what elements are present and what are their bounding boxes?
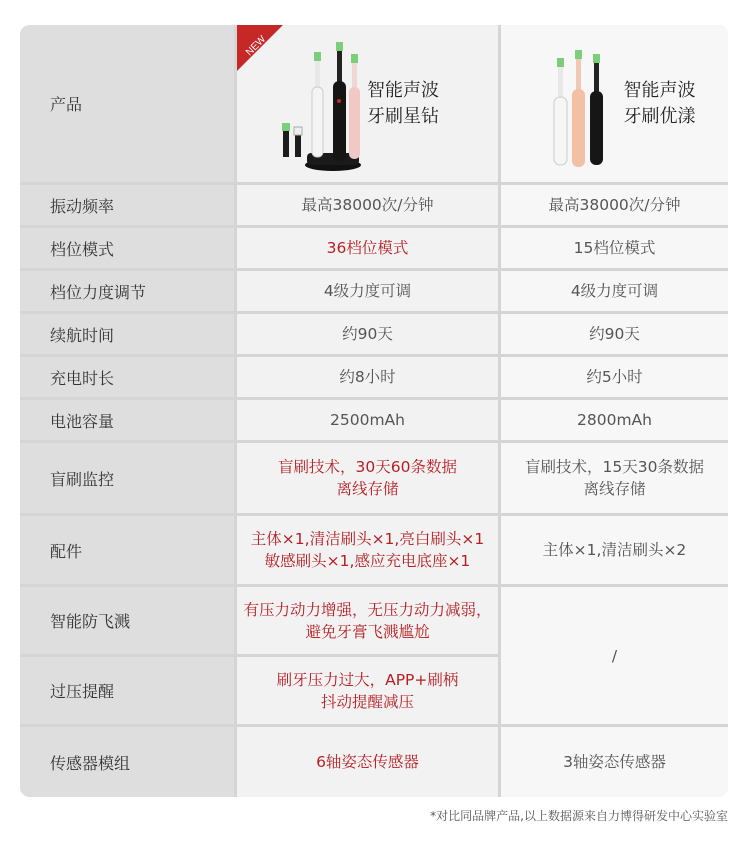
cell-text: 2800mAh (577, 411, 652, 429)
cell-text: 36档位模式 (326, 239, 409, 257)
row-label-text: 电池容量 (50, 411, 115, 431)
cell-text: 最高38000次/分钟 (548, 196, 681, 214)
row-label-text: 智能防飞溅 (50, 612, 131, 631)
row-p2-battery (501, 400, 728, 440)
product1-name (367, 78, 439, 130)
cell-text: 约8小时 (339, 368, 396, 386)
row-p2-endurance (501, 314, 728, 354)
row-label-sensor (20, 727, 234, 797)
product1-name-line2: 牙刷星钻 (367, 105, 439, 127)
row-p2-sensor (501, 727, 728, 797)
row-label-pressure-alert (20, 657, 234, 724)
row-p2-intensity (501, 271, 728, 311)
comparison-table (20, 25, 728, 797)
cell-text: 2500mAh (330, 411, 405, 429)
row-label-text: 传感器模组 (50, 753, 131, 773)
header-label-text: 产品 (50, 95, 83, 114)
cell-text: / (611, 646, 618, 665)
product1-name-line1: 智能声波 (367, 79, 439, 101)
cell-text: 6轴姿态传感器 (316, 753, 419, 771)
row-p1-sensor (237, 727, 498, 797)
row-p2-modes (501, 228, 728, 268)
product2-name-line2: 牙刷优漾 (623, 105, 696, 127)
row-label-text: 振动频率 (50, 196, 115, 216)
cell-text: 主体×1,清洁刷头×2 (542, 541, 687, 559)
cell-text: 约90天 (589, 325, 640, 343)
row-label-text: 续航时间 (50, 325, 115, 345)
row-p1-endurance (237, 314, 498, 354)
product2-name (624, 78, 696, 130)
row-label-text: 档位力度调节 (50, 282, 147, 302)
row-p2-vibration (501, 185, 728, 225)
row-label-blind-brush (20, 443, 234, 513)
row-p1-battery (237, 400, 498, 440)
row-label-anti-splash (20, 587, 234, 654)
cell-text: 4级力度可调 (570, 282, 659, 300)
cell-text: 主体×1,清洁刷头×1,亮白刷头×1 (250, 530, 485, 548)
cell-text: 盲刷技术，30天60条数据 (278, 458, 457, 476)
product1-cell (237, 25, 498, 182)
cell-text: 有压力动力增强，无压力动力减弱， (243, 600, 492, 619)
row-label-modes (20, 228, 234, 268)
row-p1-accessories (237, 516, 498, 584)
row-p1-modes (237, 228, 498, 268)
header-label (20, 25, 234, 182)
row-label-vibration (20, 185, 234, 225)
row-p1-anti-splash (237, 587, 498, 654)
cell-text: 最高38000次/分钟 (301, 196, 434, 214)
row-p1-vibration (237, 185, 498, 225)
row-label-charging (20, 357, 234, 397)
product2-cell (501, 25, 728, 182)
row-p1-blind-brush (237, 443, 498, 513)
row-p2-blind-brush (501, 443, 728, 513)
product1-image (237, 25, 367, 182)
row-label-text: 充电时长 (50, 368, 115, 388)
cell-text: 15档位模式 (573, 239, 656, 257)
cell-text: 约5小时 (586, 368, 643, 386)
row-p2-charging (501, 357, 728, 397)
cell-text: 盲刷技术，15天30条数据 (525, 458, 704, 476)
row-p1-pressure-alert (237, 657, 498, 724)
cell-text: 离线存储 (336, 480, 399, 498)
footnote: *对比同品牌产品,以上数据源来自力博得研发中心实验室 (430, 809, 728, 823)
cell-text: 3轴姿态传感器 (563, 753, 666, 771)
new-badge-text: NEW (243, 33, 269, 59)
row-label-intensity (20, 271, 234, 311)
row-label-endurance (20, 314, 234, 354)
cell-text: 离线存储 (583, 480, 646, 498)
product2-name-line1: 智能声波 (623, 79, 696, 101)
row-label-battery (20, 400, 234, 440)
row-p1-charging (237, 357, 498, 397)
row-label-text: 过压提醒 (50, 682, 115, 701)
cell-text: 刷牙压力过大，APP+刷柄 (276, 670, 459, 689)
row-label-text: 配件 (50, 541, 83, 561)
product2-image (544, 25, 624, 182)
cell-text: 4级力度可调 (323, 282, 412, 300)
row-p2-accessories (501, 516, 728, 584)
row-p2-merged (501, 587, 728, 724)
row-label-accessories (20, 516, 234, 584)
cell-text: 避免牙膏飞溅尴尬 (305, 622, 430, 641)
row-label-text: 档位模式 (50, 239, 115, 259)
cell-text: 敏感刷头×1,感应充电底座×1 (264, 552, 471, 570)
row-label-text: 盲刷监控 (50, 469, 115, 489)
row-p1-intensity (237, 271, 498, 311)
cell-text: 约90天 (342, 325, 393, 343)
cell-text: 抖动提醒减压 (320, 692, 414, 711)
